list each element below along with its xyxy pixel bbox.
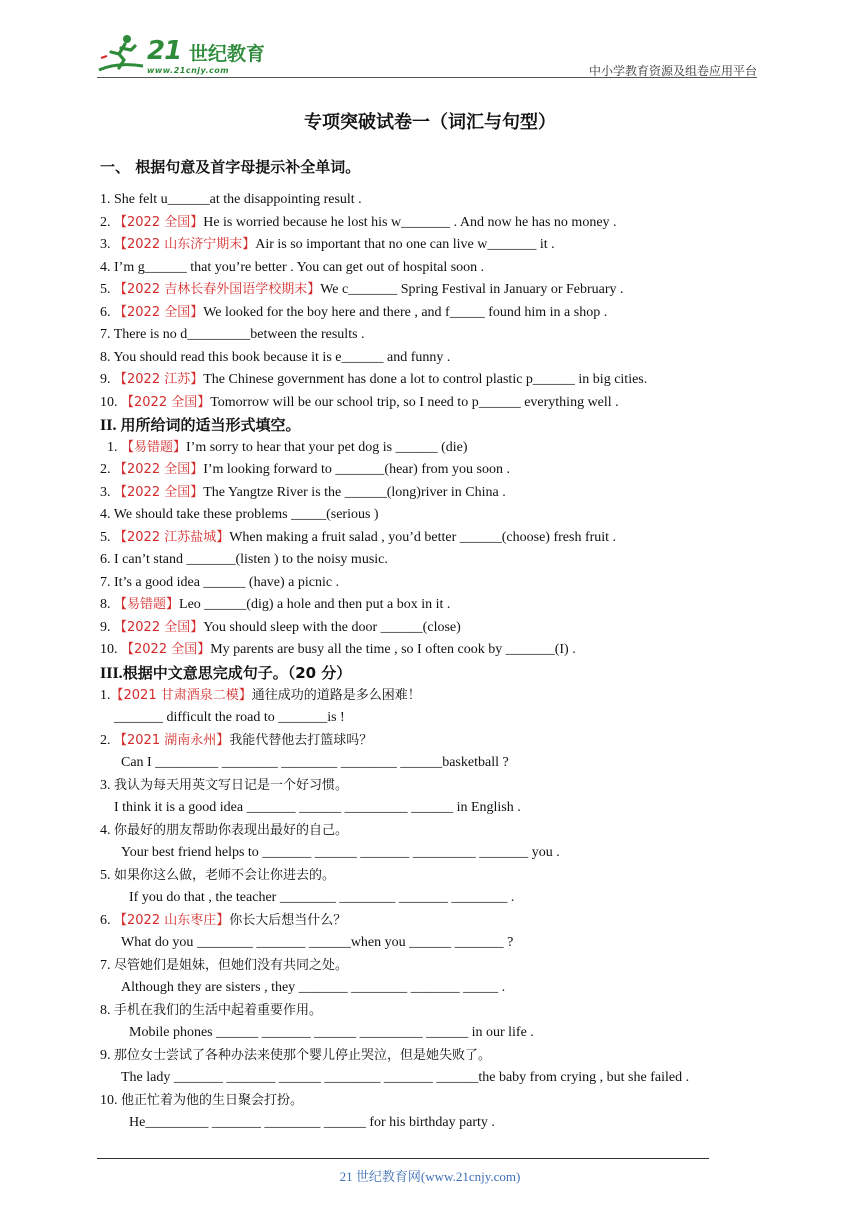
s1-item-7: 7. There is no d_________between the results . [100,327,365,342]
s1-item-8: 8. You should read this book because it is e______ and funny . [100,350,451,365]
s3-item-1-answer: _______ difficult the road to _______is ! [114,710,345,725]
logo-text: 世纪教育 [189,43,266,65]
s2-item-5: 5. 【2022 江苏盐城】When making a fruit salad , you’d better ______(choose) fresh fruit . [100,530,617,545]
s3-item-9-answer: The lady _______ _______ ______ ________ _______ ______the baby from crying , but she failed . [121,1070,690,1085]
s2-item-4: 4. We should take these problems _____(serious ) [100,507,379,522]
s3-item-7-prompt: 7. 尽管她们是姐妹，但她们没有共同之处。 [100,958,349,973]
s3-item-8-answer: Mobile phones ______ _______ ______ _________ ______ in our life . [129,1025,534,1040]
section-1-heading: 一、 根据句意及首字母提示补全单词。 [100,158,361,176]
s2-item-2: 2. 【2022 全国】I’m looking forward to _______(hear) from you soon . [100,462,510,477]
s3-item-10-answer: He_________ _______ ________ ______ for his birthday party . [129,1115,495,1130]
s1-item-9: 9. 【2022 江苏】The Chinese government has done a lot to control plastic p______ in big cities. [100,372,648,387]
s3-item-7-answer: Although they are sisters , they _______ ________ _______ _____ . [121,980,506,995]
s3-item-3-prompt: 3. 我认为每天用英文写日记是一个好习惯。 [100,778,349,793]
s1-item-2: 2. 【2022 全国】He is worried because he lost his w_______ . And now he has no money . [100,215,617,230]
s3-item-10-prompt: 10. 他正忙着为他的生日聚会打扮。 [100,1093,304,1108]
logo-number: 21 [147,36,182,66]
page-title: 专项突破试卷一（词汇与句型） [304,112,556,133]
runner-logo-icon [97,32,145,76]
s3-item-9-prompt: 9. 那位女士尝试了各种办法来使那个婴儿停止哭泣，但是她失败了。 [100,1048,492,1063]
logo-url: www.21cnjy.com [147,66,230,75]
footer-link[interactable]: 21 世纪教育网(www.21cnjy.com) [339,1169,521,1184]
s3-item-1-prompt: 1.【2021 甘肃酒泉二模】通往成功的道路是多么困难！ [100,688,421,703]
s3-item-6-prompt: 6. 【2022 山东枣庄】你长大后想当什么？ [100,913,347,928]
section-2-heading: II. 用所给词的适当形式填空。 [100,416,301,434]
s1-item-1: 1. She felt u______at the disappointing result . [100,192,362,207]
header-platform-text: 中小学教育资源及组卷应用平台 [588,64,757,78]
s2-item-8: 8. 【易错题】Leo ______(dig) a hole and then put a box in it . [100,597,451,612]
s3-item-2-answer: Can I _________ ________ ________ ________ ______basketball ? [121,755,509,770]
footer-divider [97,1158,709,1159]
s1-item-4: 4. I’m g______ that you’re better . You can get out of hospital soon . [100,260,485,275]
s1-item-6: 6. 【2022 全国】We looked for the boy here and there , and f_____ found him in a shop . [100,305,608,320]
s2-item-10: 10. 【2022 全国】My parents are busy all the time , so I often cook by _______(I) . [100,642,576,657]
section-3-heading: III.根据中文意思完成句子。（20 分） [100,664,352,682]
s3-item-2-prompt: 2. 【2021 湖南永州】我能代替他去打篮球吗？ [100,733,373,748]
site-logo [97,32,267,78]
s3-item-4-answer: Your best friend helps to _______ ______ _______ _________ _______ you . [121,845,560,860]
s3-item-8-prompt: 8. 手机在我们的生活中起着重要作用。 [100,1003,323,1018]
s2-item-7: 7. It’s a good idea ______ (have) a picnic . [100,575,340,590]
s3-item-4-prompt: 4. 你最好的朋友帮助你表现出最好的自己。 [100,823,349,838]
s2-item-6: 6. I can’t stand _______(listen ) to the noisy music. [100,552,388,567]
s2-item-3: 3. 【2022 全国】The Yangtze River is the ______(long)river in China . [100,485,506,500]
header-divider [97,77,757,78]
s2-item-9: 9. 【2022 全国】You should sleep with the door ______(close) [100,620,461,635]
s3-item-6-answer: What do you ________ _______ ______when you ______ _______ ? [121,935,514,950]
s1-item-10: 10. 【2022 全国】Tomorrow will be our school trip, so I need to p______ everything well . [100,395,619,410]
s2-item-1: 1. 【易错题】I’m sorry to hear that your pet dog is ______ (die) [100,440,468,455]
page-header [97,32,757,78]
s1-item-5: 5. 【2022 吉林长春外国语学校期末】We c_______ Spring Festival in January or February . [100,282,624,297]
s3-item-5-answer: If you do that , the teacher ________ ________ _______ ________ . [129,890,515,905]
s3-item-3-answer: I think it is a good idea _______ ______ _________ ______ in English . [114,800,521,815]
s3-item-5-prompt: 5. 如果你这么做，老师不会让你进去的。 [100,868,336,883]
s1-item-3: 3. 【2022 山东济宁期末】Air is so important that no one can live w_______ it . [100,237,555,252]
